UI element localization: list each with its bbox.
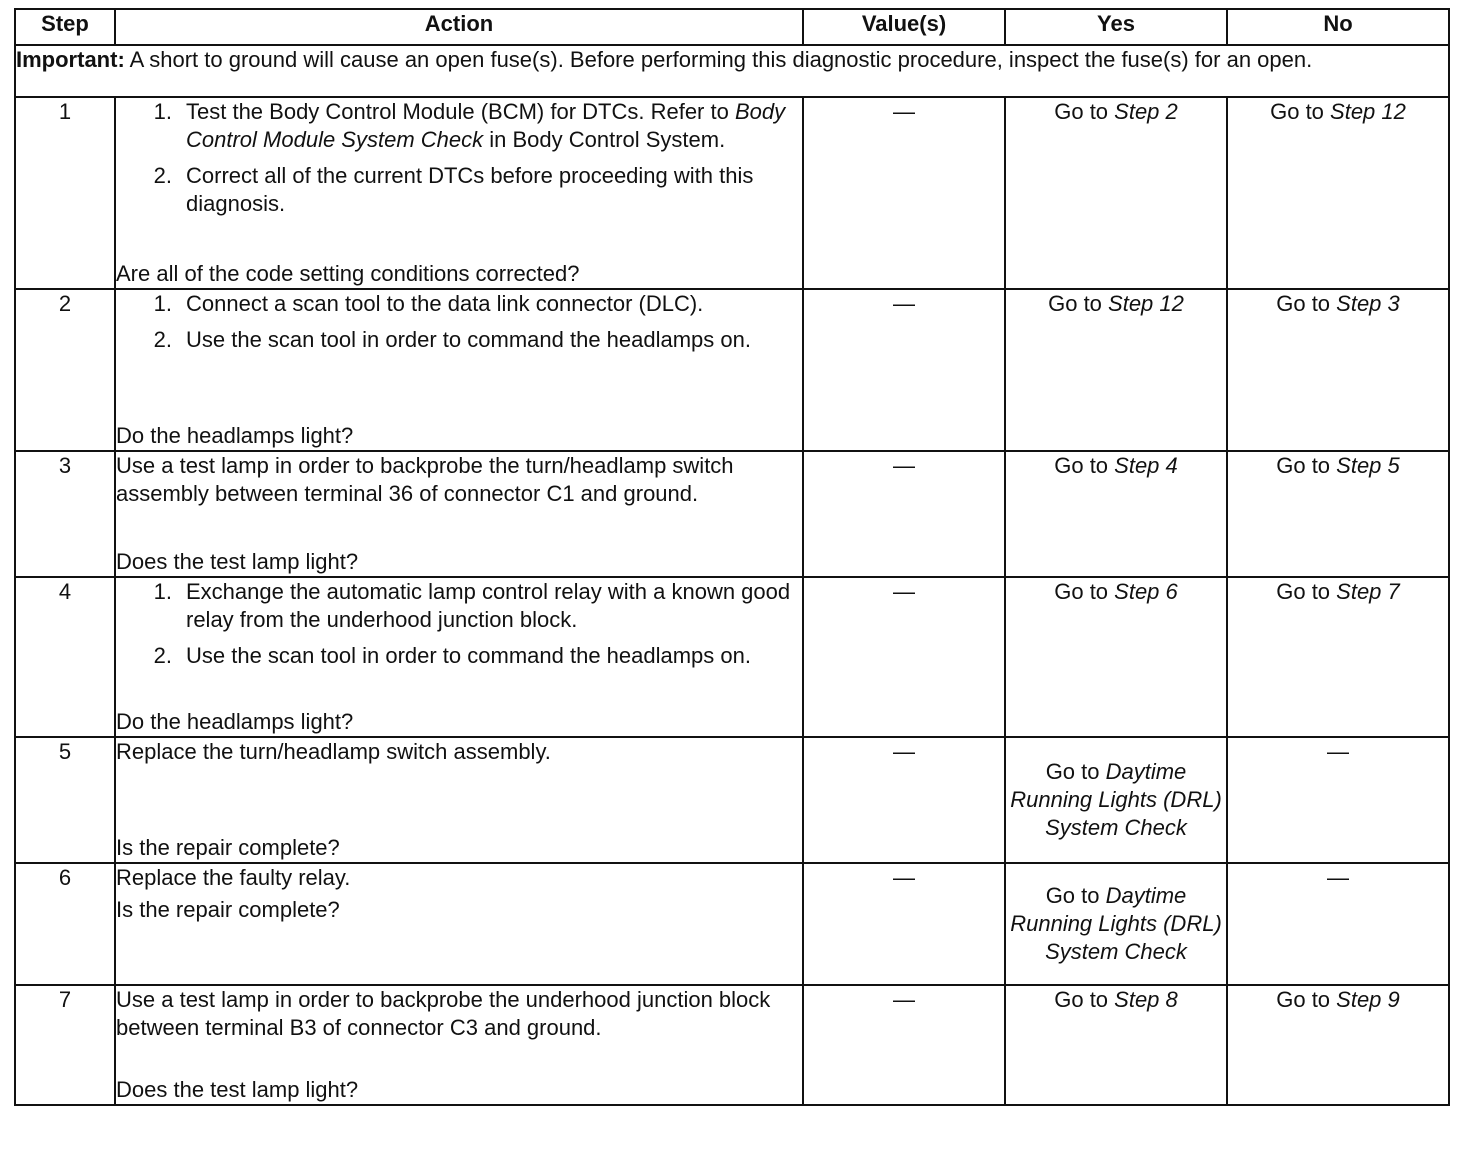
goto-drl-check-link[interactable]: Daytime Running Lights (DRL) System Check [1010, 759, 1222, 840]
goto-step-link[interactable]: Step 6 [1114, 579, 1178, 604]
yes-cell[interactable]: Go to Daytime Running Lights (DRL) System Check [1005, 737, 1227, 863]
action-question: Is the repair complete? [116, 835, 340, 860]
action-cell [115, 737, 803, 863]
action-cell [115, 97, 803, 289]
action-item: 1. Connect a scan tool to the data link connector (DLC). [153, 291, 704, 316]
table-row [15, 451, 1449, 577]
action-cell [115, 577, 803, 737]
action-question: Does the test lamp light? [116, 1077, 359, 1102]
dash: — [893, 579, 915, 604]
dash: — [893, 99, 915, 124]
goto-step-link[interactable]: Step 2 [1114, 99, 1178, 124]
dash: — [893, 453, 915, 478]
header-yes: Yes [1005, 9, 1227, 45]
action-cell [115, 863, 803, 985]
important-label: Important: [16, 47, 125, 72]
action-item: 1. Test the Body Control Module (BCM) for DTCs. Refer to Body Control Module System Check in Body Control System. [153, 99, 786, 152]
goto-step-link[interactable]: Step 9 [1336, 987, 1400, 1012]
action-item: 2. Use the scan tool in order to command the headlamps on. [153, 327, 751, 352]
action-text: Use a test lamp in order to backprobe the turn/headlamp switch assembly between terminal 36 of connector C1 and ground. [116, 453, 734, 506]
no-cell[interactable]: Go to Step 7 [1227, 577, 1449, 737]
goto-step-link[interactable]: Step 8 [1114, 987, 1178, 1012]
table-row [15, 737, 1449, 863]
action-item: 2. Correct all of the current DTCs before proceeding with this diagnosis. [153, 163, 754, 216]
table-row [15, 985, 1449, 1105]
yes-cell[interactable]: Go to Daytime Running Lights (DRL) System Check [1005, 863, 1227, 985]
no-cell[interactable]: Go to Step 12 [1227, 97, 1449, 289]
header-no: No [1227, 9, 1449, 45]
table-row [15, 577, 1449, 737]
value-cell [803, 289, 1005, 451]
action-question: Is the repair complete? [116, 897, 340, 922]
header-values: Value(s) [803, 9, 1005, 45]
goto-drl-check-link[interactable]: Daytime Running Lights (DRL) System Check [1010, 883, 1222, 964]
action-text: Replace the turn/headlamp switch assembly. [116, 739, 551, 764]
step-number: 1 [15, 97, 115, 289]
value-cell [803, 737, 1005, 863]
no-cell[interactable]: Go to Step 9 [1227, 985, 1449, 1105]
step-number: 5 [15, 737, 115, 863]
important-note [15, 45, 1449, 97]
yes-cell[interactable]: Go to Step 12 [1005, 289, 1227, 451]
important-text: A short to ground will cause an open fuse(s). Before performing this diagnostic procedure, inspect the fuse(s) for an open. [129, 47, 1313, 72]
value-cell [803, 577, 1005, 737]
action-cell [115, 451, 803, 577]
dash: — [1327, 739, 1349, 764]
dash: — [893, 987, 915, 1012]
goto-step-link[interactable]: Step 3 [1336, 291, 1400, 316]
step-number: 6 [15, 863, 115, 985]
action-cell [115, 289, 803, 451]
table-row [15, 289, 1449, 451]
step-number: 2 [15, 289, 115, 451]
action-cell [115, 985, 803, 1105]
dash: — [893, 739, 915, 764]
goto-step-link[interactable]: Step 5 [1336, 453, 1400, 478]
action-question: Does the test lamp light? [116, 549, 359, 574]
yes-cell[interactable]: Go to Step 6 [1005, 577, 1227, 737]
action-text: Use a test lamp in order to backprobe the underhood junction block between terminal B3 of connector C3 and ground. [116, 987, 771, 1040]
goto-step-link[interactable]: Step 12 [1330, 99, 1406, 124]
goto-step-link[interactable]: Step 7 [1336, 579, 1400, 604]
action-question: Do the headlamps light? [116, 709, 354, 734]
step-number: 7 [15, 985, 115, 1105]
no-cell[interactable]: Go to Step 5 [1227, 451, 1449, 577]
action-item: 2. Use the scan tool in order to command the headlamps on. [153, 643, 751, 668]
action-question: Are all of the code setting conditions corrected? [116, 261, 580, 286]
no-cell[interactable]: Go to Step 3 [1227, 289, 1449, 451]
value-cell [803, 451, 1005, 577]
no-cell [1227, 863, 1449, 985]
important-row [15, 45, 1449, 97]
dash: — [893, 291, 915, 316]
reference-link[interactable]: Body Control Module System Check [186, 99, 786, 152]
dash: — [893, 865, 915, 890]
action-item: 1. Exchange the automatic lamp control relay with a known good relay from the underhood junction block. [153, 579, 791, 632]
yes-cell[interactable]: Go to Step 8 [1005, 985, 1227, 1105]
value-cell [803, 985, 1005, 1105]
header-step: Step [15, 9, 115, 45]
yes-cell[interactable]: Go to Step 4 [1005, 451, 1227, 577]
header-row [15, 9, 1449, 45]
goto-step-link[interactable]: Step 4 [1114, 453, 1178, 478]
step-number: 3 [15, 451, 115, 577]
step-number: 4 [15, 577, 115, 737]
table-row [15, 97, 1449, 289]
yes-cell[interactable]: Go to Step 2 [1005, 97, 1227, 289]
action-question: Do the headlamps light? [116, 423, 354, 448]
table-row [15, 863, 1449, 985]
diagnostic-table [14, 8, 1450, 1106]
goto-step-link[interactable]: Step 12 [1108, 291, 1184, 316]
no-cell [1227, 737, 1449, 863]
dash: — [1327, 865, 1349, 890]
header-action: Action [115, 9, 803, 45]
action-text: Replace the faulty relay. [116, 865, 351, 890]
value-cell [803, 97, 1005, 289]
value-cell [803, 863, 1005, 985]
